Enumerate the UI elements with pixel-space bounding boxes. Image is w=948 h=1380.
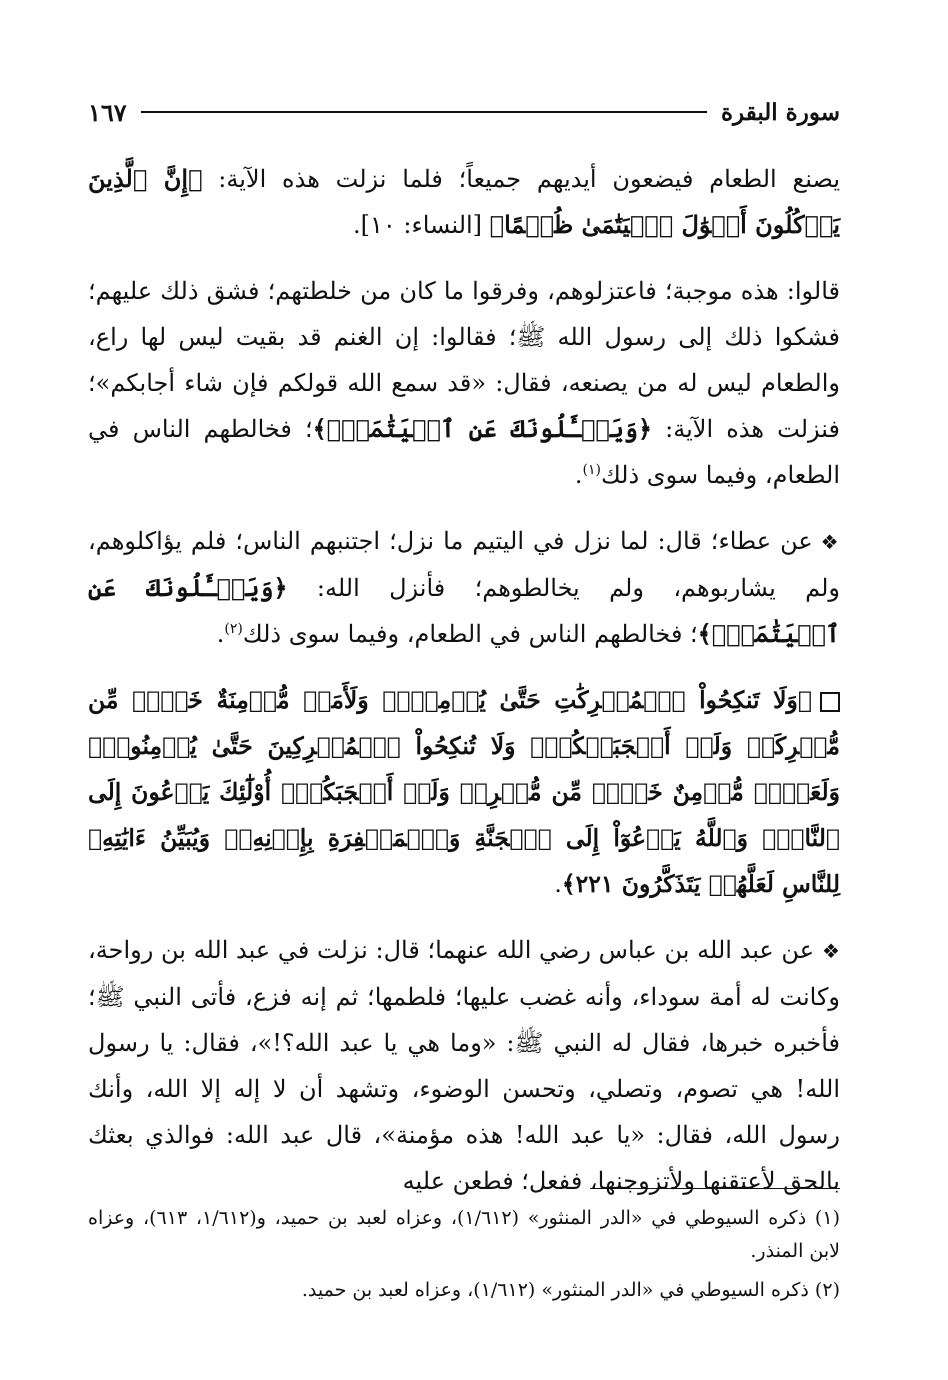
paragraph-2-tail: ؛ فخالطهم الناس في الطعام، وفيما سوى ذلك	[88, 415, 840, 489]
quran-quote-yatama: ﴿وَيَسۡـَٔلُونَكَ عَنِ ٱلۡيَتَٰمَىٰۖ﴾	[312, 414, 653, 443]
paragraph-3	[88, 518, 840, 657]
book-page	[88, 90, 840, 1340]
paragraph-1	[88, 156, 840, 248]
quran-quote-nisa: ﴿إِنَّ ٱلَّذِينَ يَأۡكُلُونَ أَمۡوَٰلَ ٱلۡيَتَٰمَىٰ ظُلۡمًا﴾	[88, 164, 840, 239]
paragraph-2-end: .	[574, 461, 583, 489]
square-bullet-icon	[820, 692, 840, 712]
verse-221-text: ﴿وَلَا تَنكِحُواْ ٱلۡمُشۡرِكَٰتِ حَتَّىٰ يُؤۡمِنَّۚ وَلَأَمَةٞ مُّؤۡمِنَةٌ خَيۡرٞ مِّن مُّشۡرِكَةٖ وَلَوۡ أَعۡجَبَتۡكُمۡۗ وَلَا تُنكِحُواْ ٱلۡمُشۡرِكِينَ حَتَّىٰ يُؤۡمِنُواْۚ وَلَعَبۡدٞ مُّؤۡمِنٌ خَيۡرٞ مِّن مُّشۡرِكٖ وَلَوۡ أَعۡجَبَكُمۡۗ أُوْلَٰٓئِكَ يَدۡعُونَ إِلَى ٱلنَّارِۖ وَٱللَّهُ يَدۡعُوٓاْ إِلَى ٱلۡجَنَّةِ وَٱلۡمَغۡفِرَةِ بِإِذۡنِهِۦۖ وَيُبَيِّنُ ءَايَٰتِهِۦ لِلنَّاسِ لَعَلَّهُمۡ يَتَذَكَّرُونَ ٢٢١﴾	[88, 686, 840, 898]
paragraph-2	[88, 268, 840, 498]
paragraph-3-end: .	[216, 620, 225, 648]
paragraph-abbas-text: عن عبد الله بن عباس رضي الله عنهما؛ قال: نزلت في عبد الله بن رواحة، وكانت له أمة سوداء، وأنه غضب عليها؛ فلطمها؛ ثم إنه فزع، فأتى النبي ﷺ؛ فأخبره خبرها، فقال له النبي ﷺ: «وما هي يا عبد الله؟!»، فقال: يا رسول الله! هي تصوم، وتصلي، وتحسن الوضوء، وتشهد أن لا إله إلا الله، وأنك رسول الله، فقال: «يا عبد الله! هذه مؤمنة»، قال عبد الله: فوالذي بعثك بالحق لأعتقنها ولأتزوجنها، ففعل؛ فطعن عليه	[88, 936, 840, 1195]
page-number: ١٦٧	[88, 97, 127, 127]
verse-block	[88, 677, 840, 907]
diamond-bullet-icon: ❖	[820, 530, 841, 554]
paragraph-1-reference: [النساء: ١٠].	[352, 211, 490, 239]
surah-name: سورة البقرة	[720, 98, 840, 126]
diamond-bullet-icon: ❖	[822, 939, 840, 963]
body-text	[88, 156, 840, 1204]
paragraph-1-text: يصنع الطعام فيضعون أيديهم جميعاً؛ فلما نزلت هذه الآية:	[202, 165, 841, 193]
footnote-1: (١) ذكره السيوطي في «الدر المنثور» (١/٦١٢)، وعزاه لعبد بن حميد، و(١/٦١٢، ٦١٣)، وعزاه لابن المنذر.	[88, 1207, 840, 1262]
paragraph-abbas	[88, 927, 840, 1204]
verse-end: .	[554, 870, 562, 898]
footnote-2: (٢) ذكره السيوطي في «الدر المنثور» (١/٦١٢)، وعزاه لعبد بن حميد.	[301, 1279, 840, 1301]
footnotes	[88, 1202, 840, 1313]
paragraph-2-text: قالوا: هذه موجبة؛ فاعتزلوهم، وفرقوا ما كان من خلطتهم؛ فشق ذلك عليهم؛ فشكوا ذلك إلى رسول الله ﷺ؛ فقالوا: إن الغنم قد بقيت ليس لها راع، والطعام ليس له من يصنعه، فقال: «قد سمع الله قولكم فإن شاء أجابكم»؛ فنزلت هذه الآية:	[88, 277, 840, 443]
quran-quote-yatama-2: ﴿وَيَسۡـَٔلُونَكَ عَنِ ٱلۡيَتَٰمَىٰۖ﴾	[88, 573, 840, 648]
footnote-ref-2: (٢)	[224, 621, 243, 637]
footnote-ref-1: (١)	[582, 462, 601, 478]
header-rule	[141, 111, 707, 113]
page-header	[88, 90, 840, 134]
paragraph-3-tail: ؛ فخالطهم الناس في الطعام، وفيما سوى ذلك	[242, 620, 698, 648]
paragraph-3-text: عن عطاء؛ قال: لما نزل في اليتيم ما نزل؛ اجتنبهم الناس؛ فلم يؤاكلوهم، ولم يشاربوهم، ولم يخالطوهم؛ فأنزل الله:	[88, 527, 840, 602]
footnote-separator	[590, 1188, 840, 1189]
